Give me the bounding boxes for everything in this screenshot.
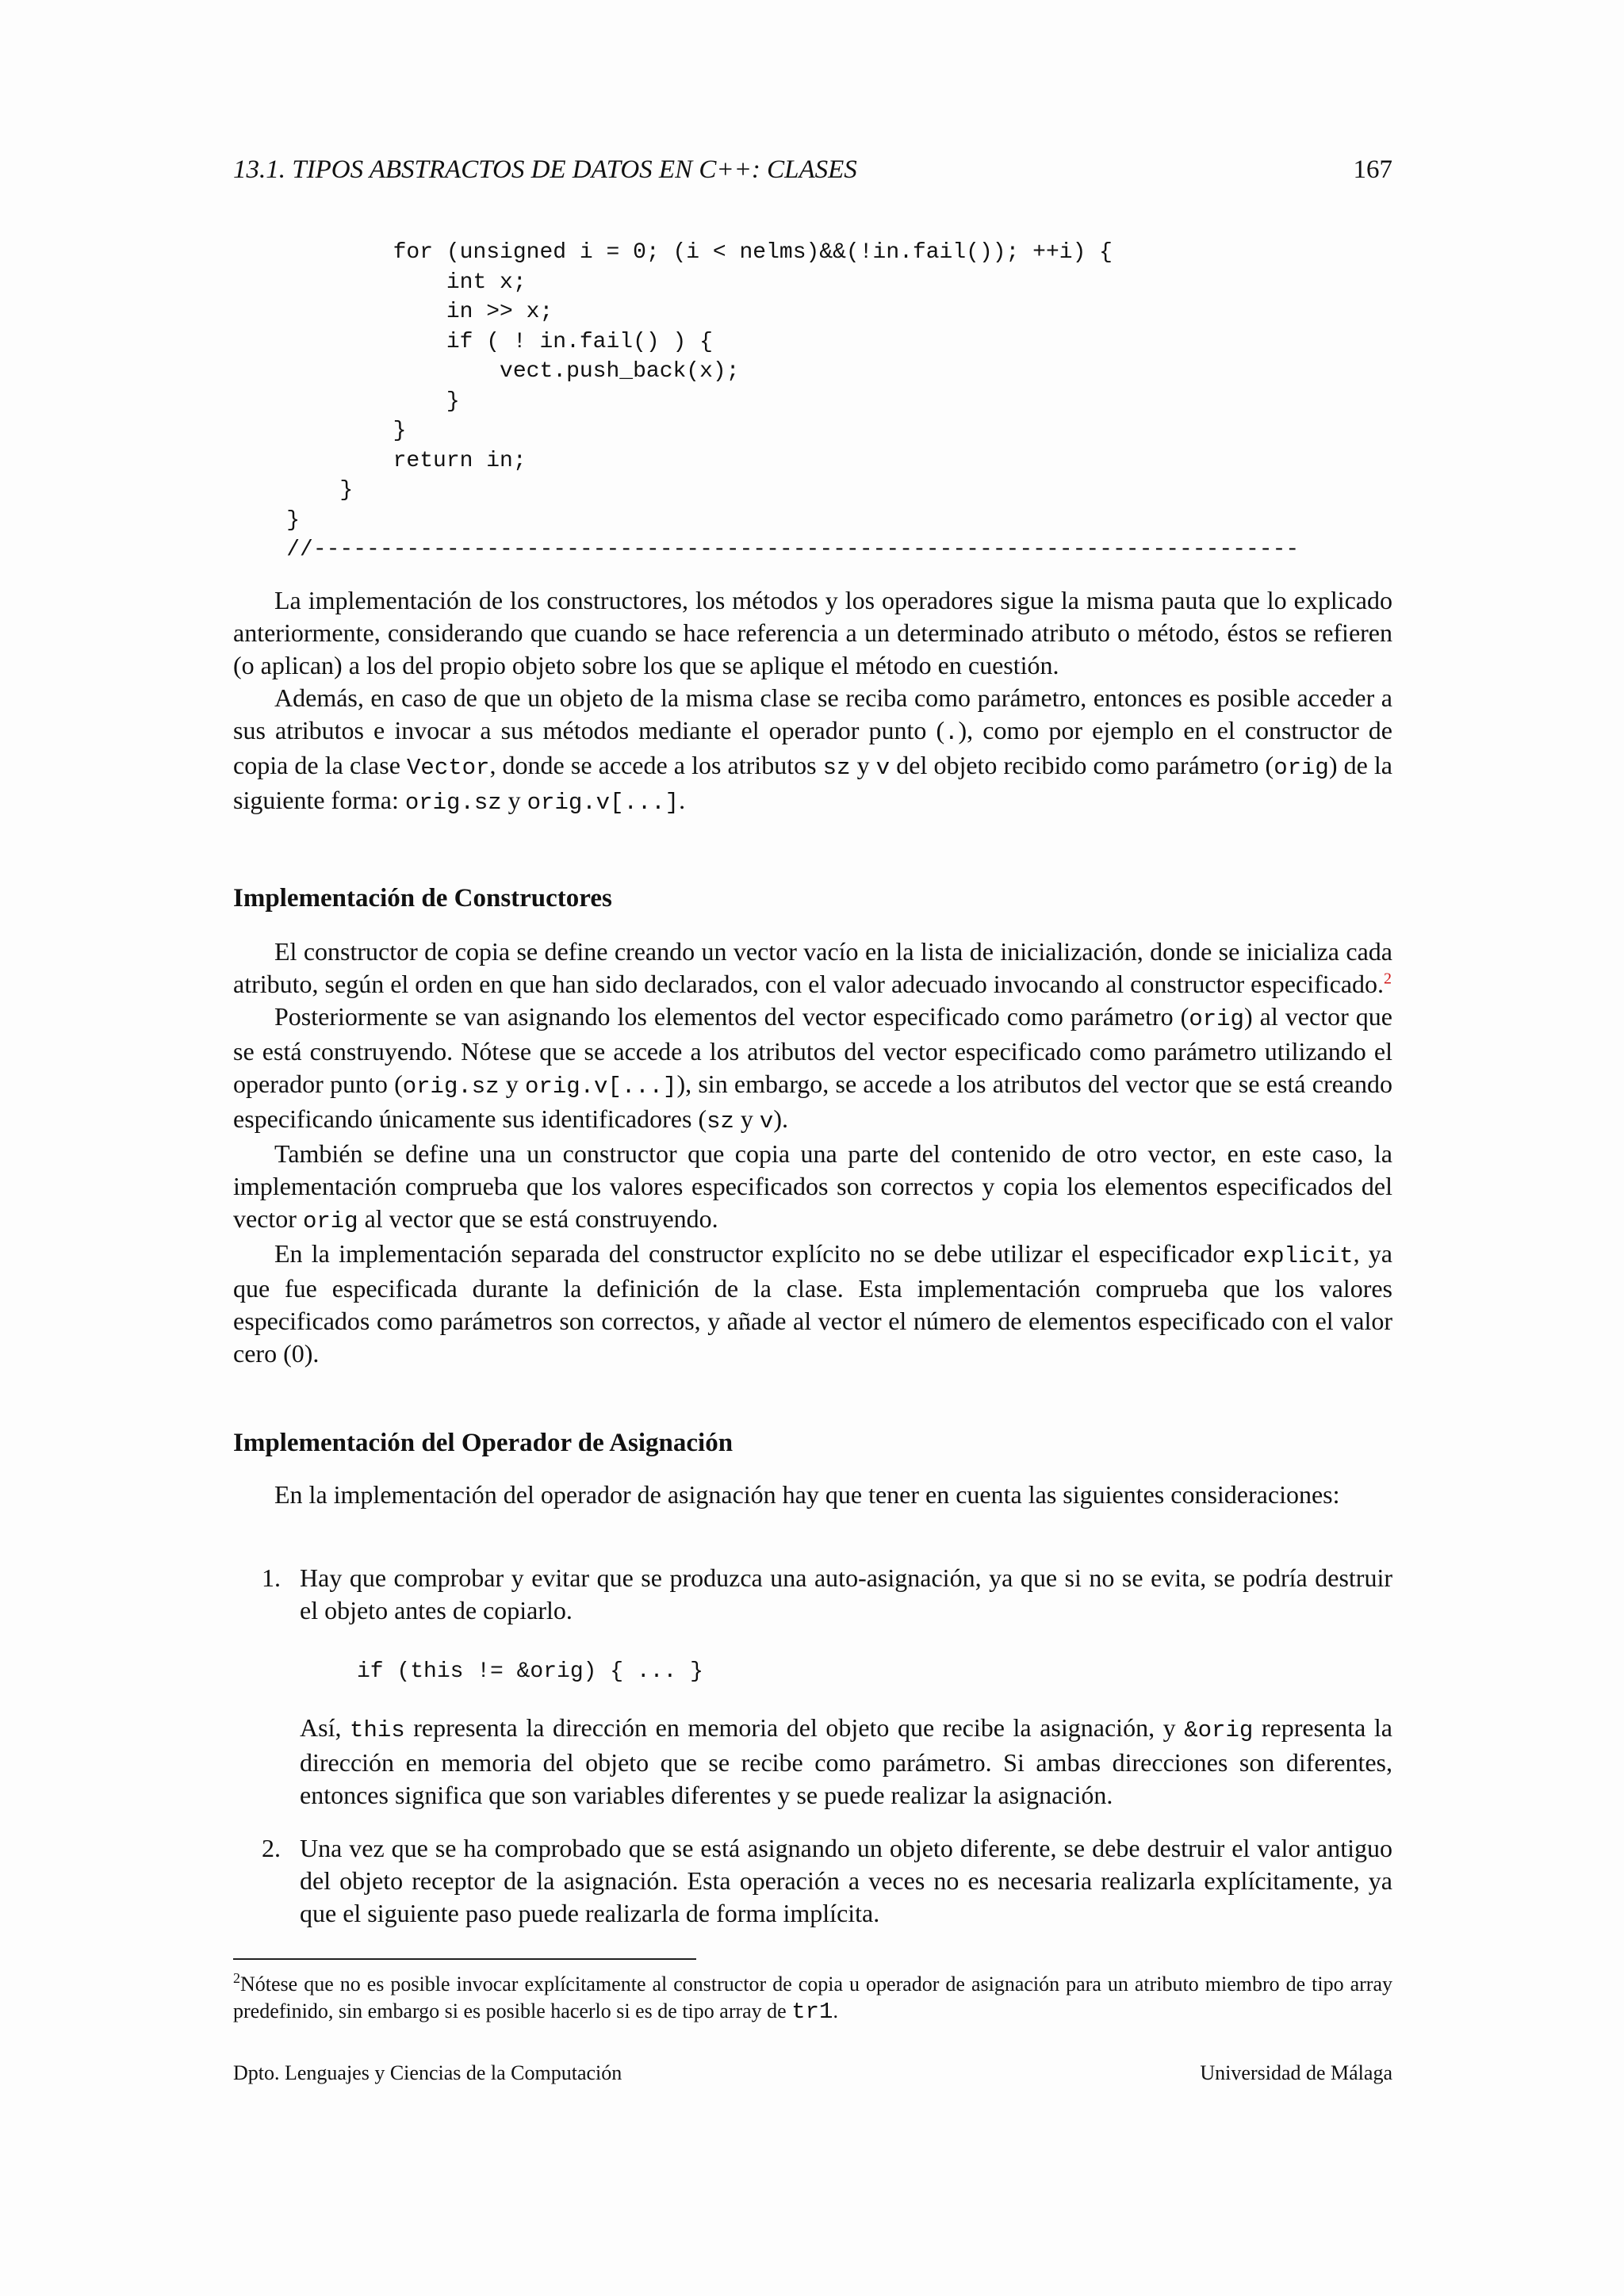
footnote-mark: 2 <box>233 1970 240 1986</box>
text-run: ) al vector que se está construyendo. Nótese que se accede a los atributos del vector especificado como parámetro utilizando el operador punto ( <box>233 1002 1393 1098</box>
inline-code: v <box>875 755 891 781</box>
list-text: Hay que comprobar y evitar que se produzca una auto-asignación, ya que si no se evita, se podría destruir el objeto antes de copiarlo. <box>300 1563 1392 1624</box>
text-run: y <box>499 1070 526 1098</box>
assignment-intro <box>233 1479 1392 1511</box>
constructors-text <box>233 936 1392 1370</box>
inline-code: orig.sz <box>404 790 502 816</box>
section-title: 13.1. TIPOS ABSTRACTOS DE DATOS EN C++: CLASES <box>233 155 857 184</box>
paragraph: La implementación de los constructores, los métodos y los operadores sigue la misma pauta que lo explicado anteriormente, considerando que cuando se hace referencia a un determinado atributo o método, éstos se refieren (o aplican) a los del propio objeto sobre los que se aplique el método en cuestión. <box>233 586 1392 679</box>
text-run: al vector que se está construyendo. <box>358 1204 718 1233</box>
code-line: //-------------------------------------------------------------------------- <box>233 538 1300 562</box>
section-heading: Implementación del Operador de Asignación <box>233 1429 733 1457</box>
code-line: int x; <box>233 270 527 295</box>
code-listing <box>233 238 1392 565</box>
code-snippet: if (this != &orig) { ... } <box>357 1659 703 1684</box>
inline-code: v <box>759 1108 774 1135</box>
page-footer <box>233 2061 1392 2093</box>
inline-code: Vector <box>407 755 490 781</box>
text-run: representa la dirección en memoria del objeto que se recibe como parámetro. Si ambas direcciones son diferentes, entonces significa que son variables diferentes y se puede realizar la asignación. <box>300 1713 1393 1809</box>
code-line: if ( ! in.fail() ) { <box>233 329 713 354</box>
inline-code: . <box>944 720 959 746</box>
text-run: ), como por ejemplo en el constructor de copia de la clase <box>233 716 1393 779</box>
list-number: 2. <box>262 1834 281 1862</box>
text-run: . <box>833 1999 838 2022</box>
paragraph: En la implementación del operador de asignación hay que tener en cuenta las siguientes consideraciones: <box>274 1480 1340 1509</box>
inline-code: explicit <box>1243 1243 1354 1269</box>
numbered-list <box>233 1562 1392 1930</box>
inline-code: orig.sz <box>402 1073 500 1100</box>
text-run: ), sin embargo, se accede a los atributos del vector que se está creando especificando únicamente sus identificadores ( <box>233 1070 1393 1133</box>
inline-code: sz <box>822 755 851 781</box>
text-run: y <box>733 1104 760 1133</box>
inline-code: orig <box>302 1208 358 1234</box>
inline-code: tr1 <box>791 1998 833 2025</box>
text-run: . <box>679 786 686 814</box>
text-run: ). <box>773 1104 788 1133</box>
text-run: representa la dirección en memoria del objeto que recibe la asignación, y <box>404 1713 1185 1742</box>
section-heading: Implementación de Constructores <box>233 884 612 913</box>
text-run: En la implementación separada del constructor explícito no se debe utilizar el especificador <box>274 1239 1243 1268</box>
paragraph <box>233 682 1392 819</box>
text-run: y <box>501 786 527 814</box>
code-line: in >> x; <box>233 300 553 324</box>
footer-university: Universidad de Málaga <box>1200 2061 1392 2084</box>
footer-department: Dpto. Lenguajes y Ciencias de la Computación <box>233 2061 622 2084</box>
text-run: Así, <box>300 1713 350 1742</box>
text-run: También se define una un constructor que copia una parte del contenido de otro vector, en este caso, la implementación comprueba que los valores especificados son correctos y copia los elementos especificados del vector <box>233 1139 1392 1233</box>
inline-code: orig.v[...] <box>527 790 680 816</box>
footnote-reference[interactable]: 2 <box>1384 970 1392 988</box>
paragraph <box>233 1238 1392 1370</box>
paragraph <box>233 936 1392 1001</box>
intro-text <box>233 584 1392 819</box>
inline-code: orig <box>1274 755 1329 781</box>
footnote-divider <box>233 1958 696 1960</box>
inline-code: sz <box>707 1108 734 1135</box>
text-run: Nótese que no es posible invocar explícitamente al constructor de copia u operador de asignación para un atributo miembro de tipo array predefinido, sin embargo si es posible hacerlo si es de tipo array de <box>233 1972 1392 2022</box>
paragraph <box>233 1001 1392 1138</box>
list-text <box>300 1712 1392 1812</box>
code-line: } <box>233 419 407 443</box>
text-run: del objeto recibido como parámetro ( <box>890 751 1274 779</box>
code-line: return in; <box>233 448 527 473</box>
inline-code: orig.v[...] <box>525 1073 677 1100</box>
text-run: ) de la siguiente forma: <box>233 751 1393 814</box>
list-item <box>233 1562 1392 1812</box>
inline-code: this <box>350 1717 405 1743</box>
code-line: } <box>233 478 354 503</box>
footnote <box>233 1965 1392 2026</box>
text-run: , donde se accede a los atributos <box>489 751 823 779</box>
inline-code: orig <box>1189 1006 1244 1032</box>
running-header <box>233 155 1392 195</box>
paragraph <box>233 1138 1392 1238</box>
footnote-text <box>233 1972 1392 2025</box>
inline-code: &orig <box>1184 1717 1254 1743</box>
text-run: , ya que fue especificada durante la definición de la clase. Esta implementación comprueba que los valores especificados como parámetros son correctos, y añade al vector el número de elementos especificado con el valor cero (0). <box>233 1239 1393 1368</box>
code-line: } <box>233 388 460 414</box>
list-number: 1. <box>262 1563 281 1592</box>
text-run: y <box>850 751 876 779</box>
list-text: Una vez que se ha comprobado que se está asignando un objeto diferente, se debe destruir el valor antiguo del objeto receptor de la asignación. Esta operación a veces no es necesaria realizarla explícitamente, ya que el siguiente paso puede realizarla de forma implícita. <box>300 1834 1392 1927</box>
text-run: Además, en caso de que un objeto de la misma clase se reciba como parámetro, entonces es posible acceder a sus atributos e invocar a sus métodos mediante el operador punto ( <box>233 683 1392 744</box>
code-line: } <box>233 507 301 533</box>
list-item <box>233 1832 1392 1930</box>
text-run: Posteriormente se van asignando los elementos del vector especificado como parámetro ( <box>274 1002 1189 1031</box>
code-line: vect.push_back(x); <box>233 359 740 384</box>
paragraph-text: El constructor de copia se define creando un vector vacío en la lista de inicialización, donde se inicializa cada atributo, según el orden en que han sido declarados, con el valor adecuado invocando al constructor especificado. <box>233 937 1392 998</box>
code-line: for (unsigned i = 0; (i < nelms)&&(!in.fail()); ++i) { <box>233 240 1113 265</box>
page-number: 167 <box>1353 155 1392 184</box>
